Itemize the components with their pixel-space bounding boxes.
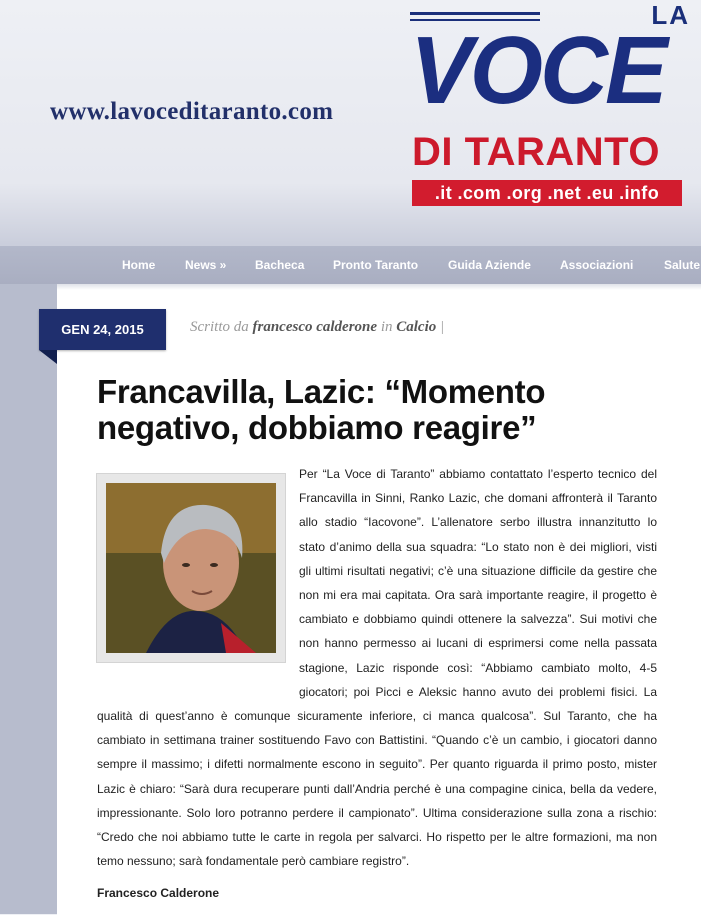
logo-rule [410,12,540,15]
logo-la-text: LA [651,0,690,30]
nav-item-home[interactable]: Home [122,258,156,272]
photo-float-spacer [97,462,299,680]
byline-in: in [377,319,397,335]
byline-category-link[interactable]: Calcio [396,319,437,335]
logo-domains-bar: .it .com .org .net .eu .info [412,180,682,206]
byline-author-link[interactable]: francesco calderone [252,319,378,335]
logo-voce-text: VOCE [410,17,665,124]
content-top-shadow [57,284,701,290]
nav-item-bacheca[interactable]: Bacheca [255,258,305,272]
nav-item-guida-aziende[interactable]: Guida Aziende [448,258,531,272]
byline-prefix: Scritto da [190,319,253,335]
site-url[interactable]: www.lavoceditaranto.com [50,98,334,125]
nav-item-news[interactable]: News » [185,258,227,272]
post-body [97,462,657,873]
post-byline [190,319,444,336]
nav-item-salute[interactable]: Salute [664,258,701,272]
post-date-badge: GEN 24, 2015 [39,309,166,350]
nav-item-associazioni[interactable]: Associazioni [560,258,634,272]
byline-separator: | [436,319,445,335]
post-body-text: Per “La Voce di Taranto” abbiamo contattato l’esperto tecnico del Francavilla in Sinni, Ranko Lazic, che domani affronterà il Taranto allo stadio “Iacovone”. L’allenatore serbo illustra innanzitutto lo stato d’animo della sua squadra: “Lo stato non è dei migliori, visti gli ultimi risultati negativi; c’è una situazione difficile da gestire che non mi era mai capitata. Ora sarà importante reagire, il progetto è cambiato e dobbiamo quindi ottenere la salvezza”. Sui motivi che non hanno permesso ai lucani di esprimersi come nella passata stagione, Lazic risponde così: “Abbiamo cambiato molto, 4-5 giocatori; poi Picci e Aleksic hanno avuto dei problemi fisici. La qualità di quest’anno è comunque sicuramente inferiore, ci manca qualcosa”. Sul Taranto, che ha cambiato in settimana trainer sostituendo Favo con Battistini. “Quando c’è un cambio, i giocatori danno sempre il massimo; i difetti normalmente escono in seguito”. Per quanto riguarda il primo posto, mister Lazic è chiaro: “Sarà dura recuperare punti dall’Andria perché è una compagine cinica, bella da vedere, impressionante. Solo loro potranno perdere il campionato”. Ultima considerazione sulla zona a rischio: “Credo che noi abbiamo tutte le carte in regola per salvarci. Ho rispetto per le altre formazioni, ma non temo nessuno; sarà fondamentale però cambiare registro”. [97,467,657,869]
nav-item-pronto-taranto[interactable]: Pronto Taranto [333,258,419,272]
logo-taranto-text: DI TARANTO [412,130,660,174]
site-logo[interactable] [410,0,690,209]
main-nav [0,246,701,284]
date-badge-fold [39,350,57,364]
post-title[interactable]: Francavilla, Lazic: “Momento negativo, dobbiamo reagire” [97,373,546,446]
post-signature: Francesco Calderone [97,886,220,900]
site-header [0,0,701,240]
